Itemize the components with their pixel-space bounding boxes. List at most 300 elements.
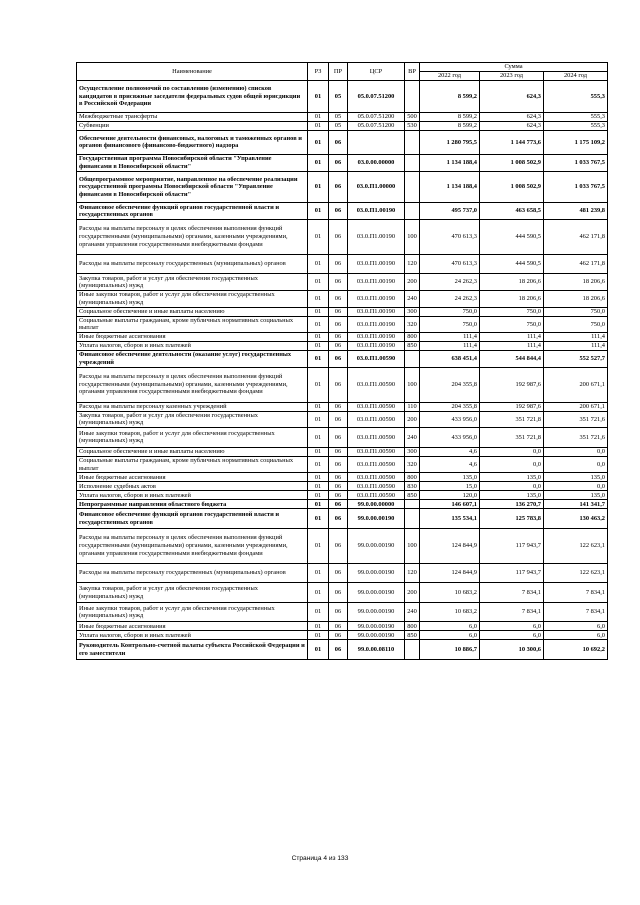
cell-2024: 1 033 767,5: [544, 154, 608, 171]
header-sum: Сумма: [420, 63, 608, 72]
cell-2024: 351 721,6: [544, 428, 608, 448]
cell-2022: 10 886,7: [420, 640, 480, 660]
cell-name: Уплата налогов, сборов и иных платежей: [77, 491, 308, 500]
cell-2023: 111,4: [480, 333, 544, 342]
cell-rz: 01: [308, 473, 329, 482]
cell-2024: 130 463,2: [544, 509, 608, 529]
cell-rz: 01: [308, 456, 329, 473]
cell-rz: 01: [308, 254, 329, 274]
cell-csr: 03.0.П1.00590: [348, 447, 405, 456]
table-row: [77, 316, 608, 333]
cell-2022: 433 956,0: [420, 428, 480, 448]
header-year-2023: 2023 год: [480, 72, 544, 81]
cell-pr: 06: [329, 482, 348, 491]
cell-pr: 06: [329, 333, 348, 342]
cell-name: Социальное обеспечение и иные выплаты населению: [77, 307, 308, 316]
cell-rz: 01: [308, 428, 329, 448]
cell-2023: 117 943,7: [480, 563, 544, 583]
cell-2023: 18 206,6: [480, 290, 544, 307]
cell-2024: 200 671,1: [544, 367, 608, 402]
cell-2022: 4,6: [420, 456, 480, 473]
cell-rz: 01: [308, 121, 329, 130]
cell-name: Уплата налогов, сборов и иных платежей: [77, 342, 308, 351]
cell-rz: 01: [308, 640, 329, 660]
cell-vr: 800: [405, 473, 420, 482]
cell-csr: 03.0.П1.00590: [348, 482, 405, 491]
cell-pr: 06: [329, 254, 348, 274]
cell-vr: 100: [405, 528, 420, 563]
cell-pr: 06: [329, 290, 348, 307]
cell-2024: 750,0: [544, 307, 608, 316]
cell-2022: 124 844,9: [420, 563, 480, 583]
cell-csr: 03.0.П1.00590: [348, 402, 405, 411]
cell-csr: 99.0.00.00190: [348, 631, 405, 640]
table-row: [77, 342, 608, 351]
cell-2024: 6,0: [544, 622, 608, 631]
table-row: [77, 307, 608, 316]
cell-vr: [405, 171, 420, 203]
cell-2023: 192 987,6: [480, 367, 544, 402]
header-name: Наименование: [77, 63, 308, 81]
table-row: [77, 274, 608, 291]
cell-csr: 03.0.00.00000: [348, 154, 405, 171]
cell-name: Закупка товаров, работ и услуг для обеспечения государственных (муниципальных) нужд: [77, 411, 308, 428]
table-row: [77, 583, 608, 603]
cell-rz: 01: [308, 563, 329, 583]
cell-csr: 99.0.00.00190: [348, 602, 405, 622]
cell-csr: 03.0.П1.00190: [348, 307, 405, 316]
cell-2024: 18 206,6: [544, 290, 608, 307]
cell-rz: 01: [308, 333, 329, 342]
cell-2023: 117 943,7: [480, 528, 544, 563]
cell-rz: 01: [308, 342, 329, 351]
cell-pr: 06: [329, 219, 348, 254]
cell-2023: 1 008 502,9: [480, 154, 544, 171]
cell-2024: 462 171,8: [544, 254, 608, 274]
cell-csr: 03.0.П1.00000: [348, 171, 405, 203]
cell-vr: 530: [405, 121, 420, 130]
cell-csr: 05.0.07.51200: [348, 112, 405, 121]
cell-vr: 300: [405, 447, 420, 456]
cell-2024: 555,3: [544, 81, 608, 113]
cell-vr: [405, 500, 420, 509]
table-row: [77, 351, 608, 368]
cell-rz: 01: [308, 583, 329, 603]
cell-name: Финансовое обеспечение функций органов государственной власти и государственных органов: [77, 509, 308, 529]
cell-pr: 05: [329, 81, 348, 113]
cell-pr: 06: [329, 367, 348, 402]
table-row: [77, 456, 608, 473]
cell-2023: 135,0: [480, 473, 544, 482]
cell-2024: 111,4: [544, 342, 608, 351]
table-row: [77, 640, 608, 660]
cell-pr: 06: [329, 491, 348, 500]
cell-rz: 01: [308, 631, 329, 640]
cell-csr: 99.0.00.00190: [348, 528, 405, 563]
cell-2024: 462 171,8: [544, 219, 608, 254]
cell-2024: 1 033 767,5: [544, 171, 608, 203]
cell-vr: 850: [405, 342, 420, 351]
cell-rz: 01: [308, 112, 329, 121]
cell-csr: 03.0.П1.00590: [348, 473, 405, 482]
cell-2023: 7 834,1: [480, 602, 544, 622]
cell-2023: 7 834,1: [480, 583, 544, 603]
cell-2023: 444 590,5: [480, 254, 544, 274]
cell-2023: 351 721,8: [480, 411, 544, 428]
cell-name: Финансовое обеспечение функций органов государственной власти и государственных органов: [77, 203, 308, 220]
cell-2022: 1 280 795,5: [420, 130, 480, 154]
table-row: [77, 447, 608, 456]
budget-sheet: [76, 62, 607, 660]
table-row: [77, 622, 608, 631]
cell-name: Иные закупки товаров, работ и услуг для обеспечения государственных (муниципальных) нужд: [77, 428, 308, 448]
cell-2023: 111,4: [480, 342, 544, 351]
cell-2024: 0,0: [544, 482, 608, 491]
table-row: [77, 411, 608, 428]
cell-vr: 200: [405, 274, 420, 291]
budget-table: [76, 62, 608, 660]
cell-vr: 240: [405, 428, 420, 448]
table-row: [77, 602, 608, 622]
cell-vr: 850: [405, 491, 420, 500]
cell-vr: [405, 509, 420, 529]
cell-name: Осуществление полномочий по составлению (изменению) списков кандидатов в присяжные заседатели федеральных судов общей юрисдикции в Российской Федерации: [77, 81, 308, 113]
cell-vr: 500: [405, 112, 420, 121]
cell-csr: 03.0.П1.00190: [348, 316, 405, 333]
cell-vr: [405, 203, 420, 220]
cell-csr: 99.0.00.00000: [348, 500, 405, 509]
cell-vr: 200: [405, 411, 420, 428]
cell-2022: 750,0: [420, 316, 480, 333]
cell-name: Расходы на выплаты персоналу в целях обеспечения выполнения функций государственными (муниципальными) органами, казенными учреждениями, органами управления государственными внебюджетными фондами: [77, 367, 308, 402]
cell-rz: 01: [308, 219, 329, 254]
cell-2022: 495 737,0: [420, 203, 480, 220]
cell-2024: 0,0: [544, 447, 608, 456]
table-body: [77, 81, 608, 660]
cell-csr: 03.0.П1.00590: [348, 411, 405, 428]
cell-2023: 624,3: [480, 121, 544, 130]
cell-vr: [405, 130, 420, 154]
cell-vr: 800: [405, 622, 420, 631]
cell-2022: 24 262,3: [420, 274, 480, 291]
table-row: [77, 81, 608, 113]
cell-name: Непрограммные направления областного бюджета: [77, 500, 308, 509]
table-row: [77, 631, 608, 640]
cell-name: Иные бюджетные ассигнования: [77, 473, 308, 482]
table-row: [77, 112, 608, 121]
cell-vr: 800: [405, 333, 420, 342]
cell-rz: 01: [308, 171, 329, 203]
cell-name: Иные бюджетные ассигнования: [77, 622, 308, 631]
cell-2022: 6,0: [420, 622, 480, 631]
cell-2022: 8 599,2: [420, 81, 480, 113]
cell-2022: 470 613,3: [420, 219, 480, 254]
cell-vr: 240: [405, 602, 420, 622]
cell-name: Расходы на выплаты персоналу казенных учреждений: [77, 402, 308, 411]
cell-pr: 06: [329, 456, 348, 473]
page-footer: Страница 4 из 133: [291, 855, 349, 862]
cell-csr: 03.0.П1.00190: [348, 219, 405, 254]
cell-2024: 555,3: [544, 121, 608, 130]
cell-2024: 7 834,1: [544, 583, 608, 603]
cell-pr: 06: [329, 500, 348, 509]
cell-name: Исполнение судебных актов: [77, 482, 308, 491]
cell-vr: 320: [405, 456, 420, 473]
cell-name: Обеспечение деятельности финансовых, налоговых и таможенных органов и органов финансового (финансово-бюджетного) надзора: [77, 130, 308, 154]
cell-vr: [405, 640, 420, 660]
cell-name: Расходы на выплаты персоналу в целях обеспечения выполнения функций государственными (муниципальными) органами, казенными учреждениями, органами управления государственными внебюджетными фондами: [77, 528, 308, 563]
cell-csr: 99.0.00.00190: [348, 563, 405, 583]
cell-rz: 01: [308, 351, 329, 368]
cell-name: Закупка товаров, работ и услуг для обеспечения государственных (муниципальных) нужд: [77, 274, 308, 291]
cell-vr: 850: [405, 631, 420, 640]
cell-2023: 18 206,6: [480, 274, 544, 291]
cell-2024: 750,0: [544, 316, 608, 333]
cell-rz: 01: [308, 482, 329, 491]
cell-2022: 6,0: [420, 631, 480, 640]
table-row: [77, 402, 608, 411]
cell-vr: 100: [405, 367, 420, 402]
cell-name: Социальные выплаты гражданам, кроме публичных нормативных социальных выплат: [77, 456, 308, 473]
cell-vr: 830: [405, 482, 420, 491]
cell-pr: 05: [329, 112, 348, 121]
cell-csr: 05.0.07.51200: [348, 81, 405, 113]
cell-pr: 06: [329, 351, 348, 368]
cell-rz: 01: [308, 491, 329, 500]
cell-vr: 110: [405, 402, 420, 411]
cell-pr: 06: [329, 307, 348, 316]
cell-vr: 300: [405, 307, 420, 316]
table-row: [77, 473, 608, 482]
cell-vr: 120: [405, 254, 420, 274]
cell-2023: 0,0: [480, 447, 544, 456]
cell-rz: 01: [308, 130, 329, 154]
cell-vr: 320: [405, 316, 420, 333]
cell-2023: 544 844,4: [480, 351, 544, 368]
cell-2023: 125 783,8: [480, 509, 544, 529]
cell-pr: 06: [329, 130, 348, 154]
cell-rz: 01: [308, 500, 329, 509]
cell-vr: [405, 351, 420, 368]
table-row: [77, 203, 608, 220]
cell-csr: 03.0.П1.00190: [348, 203, 405, 220]
cell-csr: 03.0.П1.00190: [348, 333, 405, 342]
table-row: [77, 509, 608, 529]
table-row: [77, 290, 608, 307]
cell-rz: 01: [308, 154, 329, 171]
cell-pr: 06: [329, 563, 348, 583]
header-year-2022: 2022 год: [420, 72, 480, 81]
cell-rz: 01: [308, 81, 329, 113]
cell-2023: 0,0: [480, 456, 544, 473]
cell-rz: 01: [308, 602, 329, 622]
cell-csr: 99.0.00.00190: [348, 583, 405, 603]
cell-2022: 204 355,8: [420, 367, 480, 402]
cell-2023: 1 008 502,9: [480, 171, 544, 203]
cell-name: Социальные выплаты гражданам, кроме публичных нормативных социальных выплат: [77, 316, 308, 333]
cell-name: Иные закупки товаров, работ и услуг для обеспечения государственных (муниципальных) нужд: [77, 290, 308, 307]
cell-csr: 03.0.П1.00190: [348, 274, 405, 291]
cell-2022: 750,0: [420, 307, 480, 316]
cell-2023: 351 721,8: [480, 428, 544, 448]
table-header: [77, 63, 608, 81]
cell-pr: 06: [329, 154, 348, 171]
table-row: [77, 219, 608, 254]
cell-2024: 351 721,6: [544, 411, 608, 428]
cell-vr: 120: [405, 563, 420, 583]
cell-2024: 135,0: [544, 491, 608, 500]
cell-2024: 111,4: [544, 333, 608, 342]
cell-csr: 99.0.00.08110: [348, 640, 405, 660]
cell-name: Государственная программа Новосибирской области "Управление финансами в Новосибирской области": [77, 154, 308, 171]
cell-2024: 10 692,2: [544, 640, 608, 660]
cell-vr: 240: [405, 290, 420, 307]
header-csr: ЦСР: [348, 63, 405, 81]
cell-name: Закупка товаров, работ и услуг для обеспечения государственных (муниципальных) нужд: [77, 583, 308, 603]
cell-pr: 06: [329, 342, 348, 351]
cell-2023: 463 658,5: [480, 203, 544, 220]
cell-2022: 10 683,2: [420, 602, 480, 622]
cell-vr: 200: [405, 583, 420, 603]
cell-2023: 0,0: [480, 482, 544, 491]
cell-2022: 135,0: [420, 473, 480, 482]
cell-name: Межбюджетные трансферты: [77, 112, 308, 121]
cell-csr: 03.0.П1.00590: [348, 367, 405, 402]
table-row: [77, 428, 608, 448]
cell-rz: 01: [308, 274, 329, 291]
cell-name: Общепрограммное мероприятие, направленное на обеспечение реализации государственной программы Новосибирской области "Управление финансами в Новосибирской области": [77, 171, 308, 203]
cell-2022: 4,6: [420, 447, 480, 456]
header-pr: ПР: [329, 63, 348, 81]
cell-csr: 03.0.П1.00590: [348, 428, 405, 448]
cell-rz: 01: [308, 622, 329, 631]
header-vr: ВР: [405, 63, 420, 81]
cell-rz: 01: [308, 290, 329, 307]
cell-name: Расходы на выплаты персоналу государственных (муниципальных) органов: [77, 563, 308, 583]
cell-rz: 01: [308, 509, 329, 529]
cell-2023: 136 270,7: [480, 500, 544, 509]
cell-name: Иные закупки товаров, работ и услуг для обеспечения государственных (муниципальных) нужд: [77, 602, 308, 622]
cell-2022: 8 599,2: [420, 121, 480, 130]
header-rz: РЗ: [308, 63, 329, 81]
cell-pr: 05: [329, 121, 348, 130]
cell-2024: 122 623,1: [544, 563, 608, 583]
cell-pr: 06: [329, 509, 348, 529]
table-row: [77, 491, 608, 500]
table-row: [77, 563, 608, 583]
cell-2022: 1 134 188,4: [420, 154, 480, 171]
cell-pr: 06: [329, 274, 348, 291]
cell-name: Субвенции: [77, 121, 308, 130]
cell-csr: 03.0.П1.00590: [348, 456, 405, 473]
cell-name: Иные бюджетные ассигнования: [77, 333, 308, 342]
cell-2022: 638 451,4: [420, 351, 480, 368]
cell-2022: 15,0: [420, 482, 480, 491]
cell-name: Расходы на выплаты персоналу государственных (муниципальных) органов: [77, 254, 308, 274]
cell-2024: 0,0: [544, 456, 608, 473]
cell-2022: 8 599,2: [420, 112, 480, 121]
cell-pr: 06: [329, 583, 348, 603]
cell-2023: 10 300,6: [480, 640, 544, 660]
cell-2022: 1 134 188,4: [420, 171, 480, 203]
cell-2022: 120,0: [420, 491, 480, 500]
cell-rz: 01: [308, 402, 329, 411]
table-row: [77, 367, 608, 402]
cell-2024: 481 239,8: [544, 203, 608, 220]
cell-2022: 10 683,2: [420, 583, 480, 603]
cell-pr: 06: [329, 602, 348, 622]
cell-2023: 624,3: [480, 81, 544, 113]
cell-name: Финансовое обеспечение деятельности (оказание услуг) государственных учреждений: [77, 351, 308, 368]
cell-csr: 03.0.П1.00590: [348, 491, 405, 500]
cell-2022: 24 262,3: [420, 290, 480, 307]
cell-2024: 1 175 109,2: [544, 130, 608, 154]
cell-name: Уплата налогов, сборов и иных платежей: [77, 631, 308, 640]
cell-rz: 01: [308, 307, 329, 316]
table-row: [77, 333, 608, 342]
cell-pr: 06: [329, 411, 348, 428]
table-row: [77, 482, 608, 491]
cell-pr: 06: [329, 622, 348, 631]
table-row: [77, 130, 608, 154]
cell-2022: 135 534,1: [420, 509, 480, 529]
cell-pr: 06: [329, 203, 348, 220]
table-row: [77, 254, 608, 274]
cell-name: Руководитель Контрольно-счетной палаты субъекта Российской Федерации и его заместители: [77, 640, 308, 660]
header-year-2024: 2024 год: [544, 72, 608, 81]
cell-pr: 06: [329, 473, 348, 482]
cell-2024: 6,0: [544, 631, 608, 640]
cell-rz: 01: [308, 316, 329, 333]
cell-pr: 06: [329, 316, 348, 333]
cell-2022: 146 607,1: [420, 500, 480, 509]
cell-2022: 111,4: [420, 333, 480, 342]
cell-csr: [348, 130, 405, 154]
table-row: [77, 528, 608, 563]
cell-vr: 100: [405, 219, 420, 254]
table-row: [77, 154, 608, 171]
cell-2022: 124 844,9: [420, 528, 480, 563]
cell-2024: 7 834,1: [544, 602, 608, 622]
cell-pr: 06: [329, 428, 348, 448]
cell-csr: 99.0.00.00190: [348, 622, 405, 631]
cell-2024: 135,0: [544, 473, 608, 482]
table-row: [77, 121, 608, 130]
cell-2022: 470 613,3: [420, 254, 480, 274]
cell-2022: 433 956,0: [420, 411, 480, 428]
cell-2023: 750,0: [480, 307, 544, 316]
cell-vr: [405, 81, 420, 113]
table-row: [77, 171, 608, 203]
table-row: [77, 500, 608, 509]
cell-2024: 18 206,6: [544, 274, 608, 291]
cell-rz: 01: [308, 528, 329, 563]
cell-vr: [405, 154, 420, 171]
cell-2022: 204 355,8: [420, 402, 480, 411]
cell-2024: 200 671,1: [544, 402, 608, 411]
cell-name: Социальное обеспечение и иные выплаты населению: [77, 447, 308, 456]
cell-pr: 06: [329, 402, 348, 411]
cell-2023: 444 590,5: [480, 219, 544, 254]
cell-rz: 01: [308, 367, 329, 402]
cell-rz: 01: [308, 203, 329, 220]
cell-2023: 192 987,6: [480, 402, 544, 411]
cell-csr: 03.0.П1.00190: [348, 342, 405, 351]
cell-pr: 06: [329, 631, 348, 640]
cell-csr: 99.0.00.00190: [348, 509, 405, 529]
cell-pr: 06: [329, 171, 348, 203]
cell-csr: 05.0.07.51200: [348, 121, 405, 130]
